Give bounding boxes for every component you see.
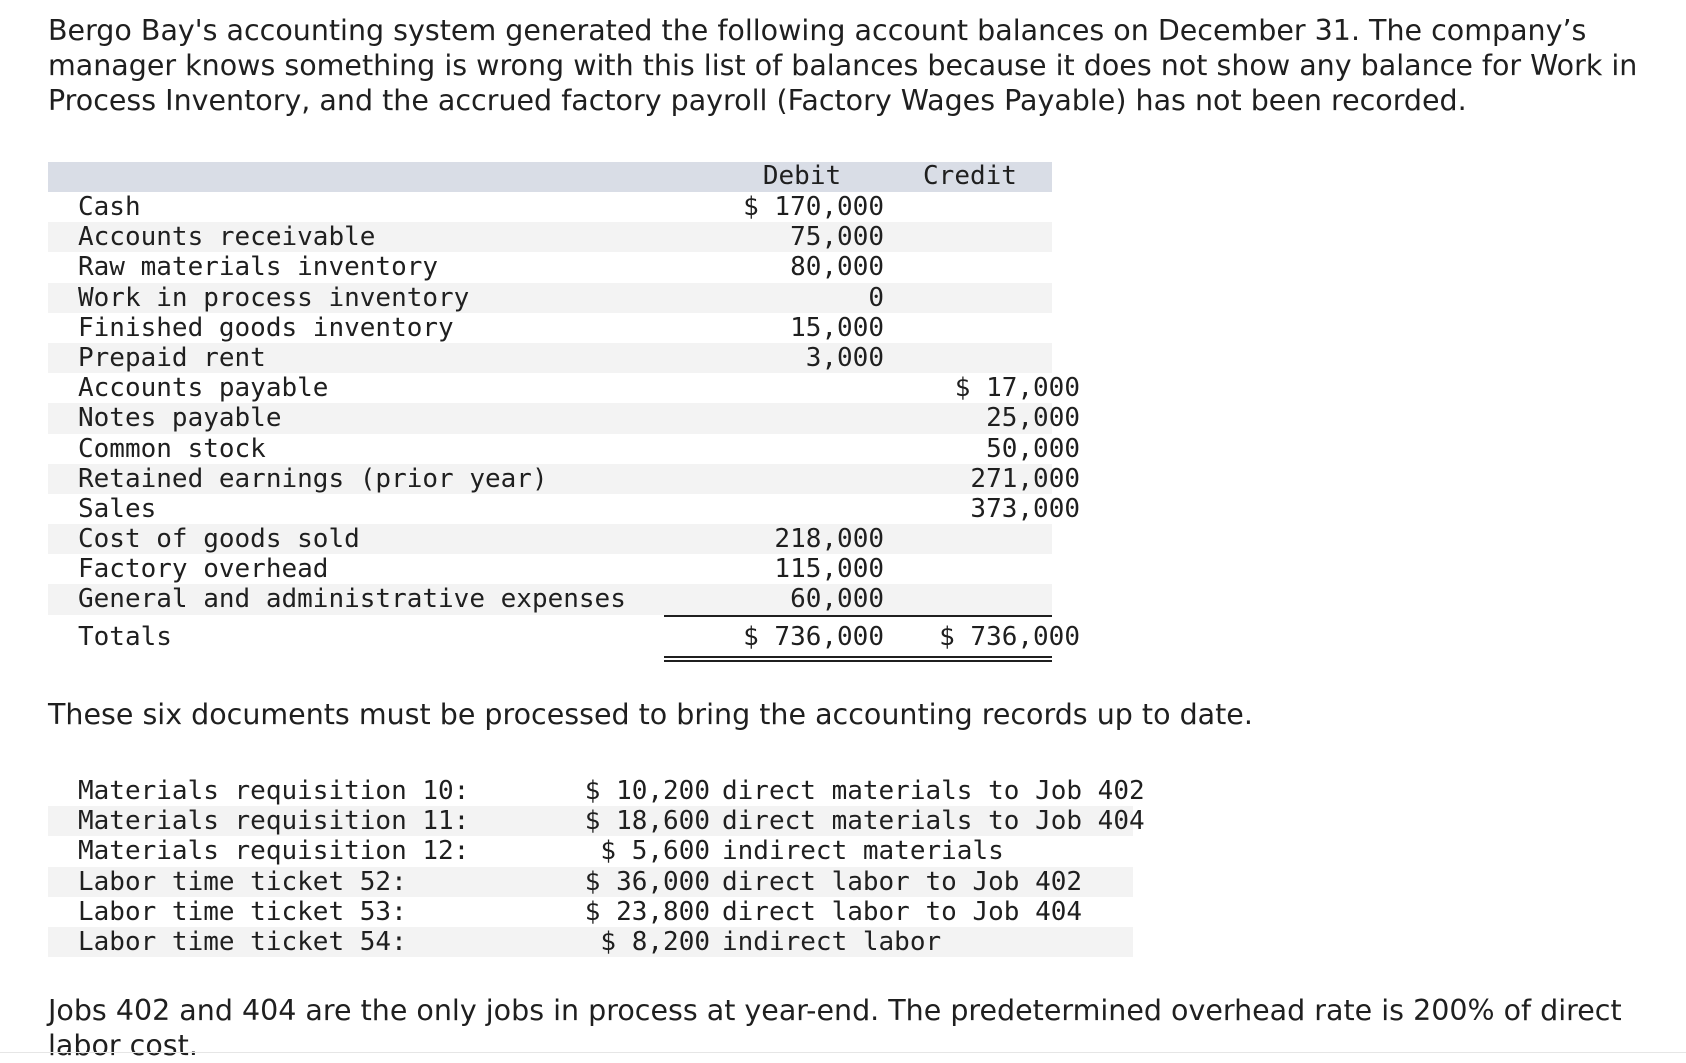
intro-paragraph: Bergo Bay's accounting system generated the following account balances on December 31. The company’s manager knows something is wrong with this list of balances because it does not show any balance for Work in Process Inventory, and the accrued factory payroll (Factory Wages Payable) has not been recorded. <box>48 14 1638 117</box>
document-label: Materials requisition 10: <box>78 776 470 806</box>
table-row <box>48 192 1052 222</box>
document-label: Materials requisition 11: <box>78 806 470 837</box>
debit-value: 115,000 <box>774 554 884 585</box>
table-row <box>48 524 1052 554</box>
table-row <box>48 433 1080 464</box>
credit-value: 25,000 <box>986 403 1080 434</box>
debit-value: 75,000 <box>790 222 884 253</box>
account-name: Accounts receivable <box>78 222 376 253</box>
table-row <box>48 252 1052 282</box>
documents-table <box>48 776 1145 957</box>
total-double-rule-credit <box>888 656 1052 662</box>
debit-value: 218,000 <box>774 524 884 555</box>
account-name: Cost of goods sold <box>78 524 360 555</box>
document-amount: $ 5,600 <box>600 836 710 867</box>
credit-value: 271,000 <box>970 463 1080 494</box>
list-item <box>48 836 1133 866</box>
table-row <box>48 554 1052 584</box>
total-double-rule-debit <box>664 656 888 662</box>
list-item <box>48 867 1133 897</box>
credit-header: Credit <box>923 161 1017 191</box>
totals-label: Totals <box>78 622 172 652</box>
account-name: Accounts payable <box>78 373 329 404</box>
account-name: General and administrative expenses <box>78 584 626 615</box>
account-balances-table <box>48 161 1080 652</box>
jobs-paragraph: Jobs 402 and 404 are the only jobs in process at year-end. The predetermined overhead rate is 200% of direct labor cost. <box>48 994 1622 1062</box>
document-label: Materials requisition 12: <box>78 836 470 867</box>
document-label: Labor time ticket 53: <box>78 896 407 927</box>
bottom-divider <box>0 1052 1686 1053</box>
document-description: direct labor to Job 402 <box>722 866 1083 897</box>
table-header <box>48 162 1052 192</box>
document-description: indirect labor <box>722 926 942 957</box>
list-item <box>48 806 1145 837</box>
document-amount: $ 18,600 <box>584 806 710 837</box>
credit-value: 373,000 <box>970 493 1080 524</box>
credit-value: $ 17,000 <box>954 373 1080 404</box>
total-credit: $ 736,000 <box>939 622 1080 652</box>
list-item <box>48 776 1145 806</box>
document-description: direct materials to Job 402 <box>722 776 1145 806</box>
totals-row <box>48 620 1080 654</box>
document-description: direct materials to Job 404 <box>722 806 1145 837</box>
debit-value: 80,000 <box>790 252 884 283</box>
debit-header: Debit <box>762 161 842 191</box>
total-debit: $ 736,000 <box>743 622 884 652</box>
account-name: Sales <box>78 493 157 524</box>
documents-intro-paragraph: These six documents must be processed to bring the accounting records up to date. <box>48 698 1253 731</box>
debit-value: 0 <box>868 282 884 313</box>
document-label: Labor time ticket 54: <box>78 926 407 957</box>
subtotal-rule-debit <box>664 615 888 617</box>
account-name: Cash <box>78 192 141 222</box>
account-name: Prepaid rent <box>78 342 266 373</box>
document-amount: $ 8,200 <box>600 926 710 957</box>
table-row <box>48 343 1052 373</box>
document-amount: $ 36,000 <box>584 866 710 897</box>
debit-value: $ 170,000 <box>743 192 884 222</box>
table-row <box>48 283 1052 313</box>
account-name: Factory overhead <box>78 554 329 585</box>
table-row <box>48 403 1080 434</box>
account-name: Finished goods inventory <box>78 312 454 343</box>
table-row <box>48 222 1052 252</box>
table-row <box>48 493 1080 524</box>
list-item <box>48 897 1133 927</box>
table-row <box>48 584 1052 614</box>
debit-value: 60,000 <box>790 584 884 615</box>
document-label: Labor time ticket 52: <box>78 866 407 897</box>
table-row <box>48 313 1052 343</box>
document-amount: $ 10,200 <box>584 776 710 806</box>
account-name: Raw materials inventory <box>78 252 439 283</box>
table-row <box>48 463 1080 494</box>
subtotal-rule-credit <box>888 615 1052 617</box>
credit-value: 50,000 <box>986 433 1080 464</box>
account-name: Work in process inventory <box>78 282 470 313</box>
account-name: Retained earnings (prior year) <box>78 463 548 494</box>
document-description: direct labor to Job 404 <box>722 896 1083 927</box>
account-name: Notes payable <box>78 403 282 434</box>
document-amount: $ 23,800 <box>584 896 710 927</box>
document-description: indirect materials <box>722 836 1004 867</box>
table-row <box>48 373 1080 404</box>
account-name: Common stock <box>78 433 266 464</box>
debit-value: 3,000 <box>805 342 884 373</box>
list-item <box>48 927 1133 957</box>
debit-value: 15,000 <box>790 312 884 343</box>
